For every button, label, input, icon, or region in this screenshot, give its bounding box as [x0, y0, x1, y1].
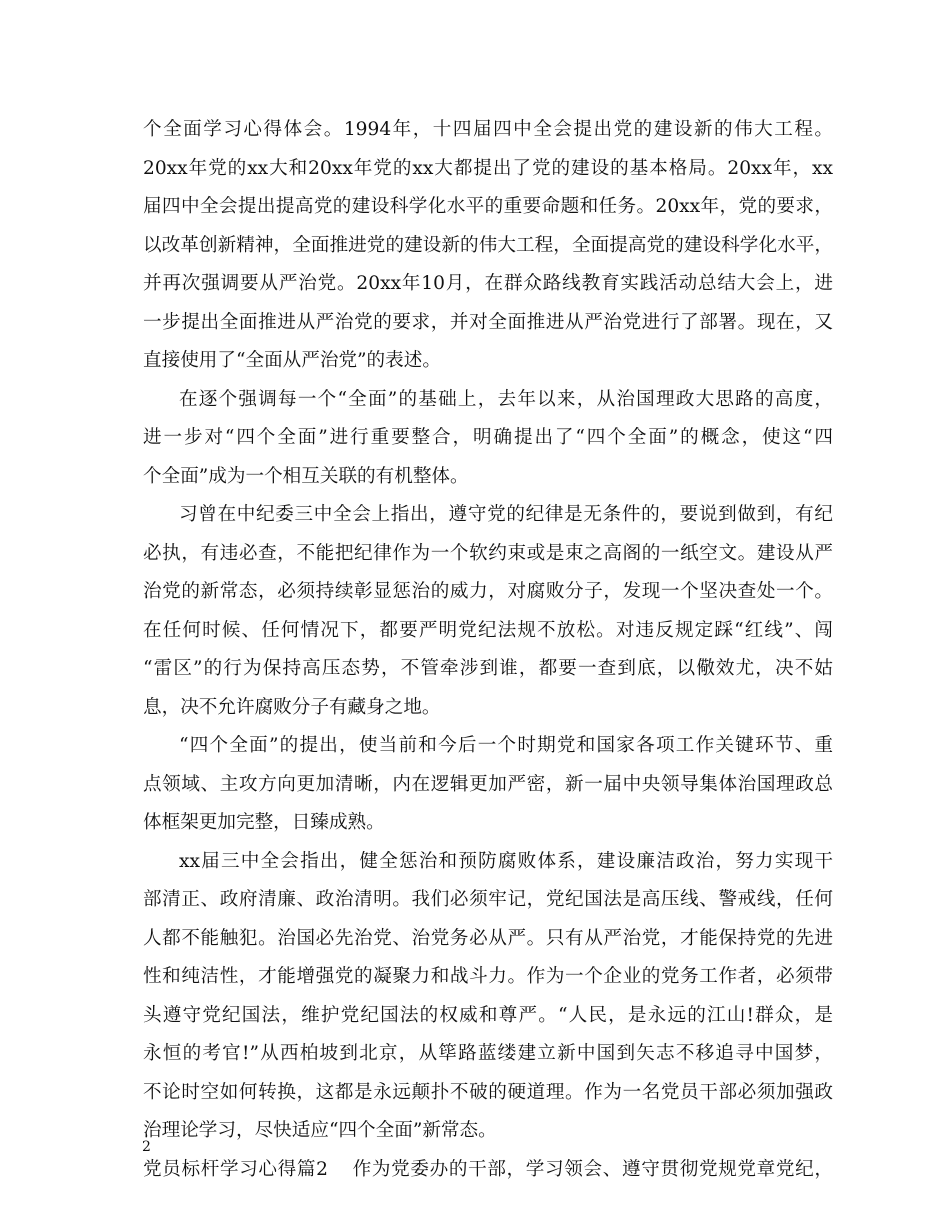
section-first-text: 作为党委办的干部，学习领会、遵守贯彻党规党章党纪，: [352, 1159, 833, 1180]
body-text-line: 个全面学习心得体会。1994年，十四届四中全会提出党的建设新的伟大工程。: [143, 119, 833, 140]
body-text-line: 头遵守党纪国法，维护党纪国法的权威和尊严。“人民，是永远的江山!群众，是: [143, 1005, 833, 1026]
body-text-line: 治党的新常态，必须持续彰显惩治的威力，对腐败分子，发现一个坚决查处一个。: [143, 581, 833, 602]
body-text-line: 不论时空如何转换，这都是永远颠扑不破的硬道理。作为一名党员干部必须加强政: [143, 1082, 833, 1103]
section-start-line: [143, 1156, 833, 1184]
body-text-line: 习曾在中纪委三中全会上指出，遵守党的纪律是无条件的，要说到做到，有纪: [179, 504, 833, 525]
body-text-line: 在逐个强调每一个“全面”的基础上，去年以来，从治国理政大思路的高度，: [179, 389, 833, 410]
body-text-line: 人都不能触犯。治国必先治党、治党务必从严。只有从严治党，才能保持党的先进: [143, 928, 833, 949]
body-text-line: 一步提出全面推进从严治党的要求，并对全面推进从严治党进行了部署。现在，又: [143, 312, 833, 333]
section-title: 党员标杆学习心得篇2: [143, 1159, 328, 1180]
body-text-line: 20xx年党的xx大和20xx年党的xx大都提出了党的建设的基本格局。20xx年，xx: [143, 158, 833, 179]
body-text-line: 个全面”成为一个相互关联的有机整体。: [143, 466, 469, 487]
body-text-line: 部清正、政府清廉、政治清明。我们必须牢记，党纪国法是高压线、警戒线，任何: [143, 889, 833, 910]
body-text-line: 性和纯洁性，才能增强党的凝聚力和战斗力。作为一个企业的党务工作者，必须带: [143, 966, 833, 987]
body-text-line: 治理论学习，尽快适应“四个全面”新常态。: [143, 1120, 497, 1141]
body-text-line: 以改革创新精神，全面推进党的建设新的伟大工程，全面提高党的建设科学化水平，: [143, 235, 833, 256]
body-text-line: 必执，有违必查，不能把纪律作为一个软约束或是束之高阁的一纸空文。建设从严: [143, 543, 833, 564]
body-text-line: xx届三中全会指出，健全惩治和预防腐败体系，建设廉洁政治，努力实现干: [179, 851, 833, 872]
body-text-line: 并再次强调要从严治党。20xx年10月，在群众路线教育实践活动总结大会上，进: [143, 273, 833, 294]
body-text-line: 届四中全会提出提高党的建设科学化水平的重要命题和任务。20xx年，党的要求，: [143, 196, 833, 217]
body-text-line: 体框架更加完整，日臻成熟。: [143, 812, 385, 833]
page-number: 2: [142, 1139, 151, 1155]
body-text-line: 直接使用了“全面从严治党”的表述。: [143, 350, 441, 371]
body-text-line: 永恒的考官!”从西柏坡到北京，从筚路蓝缕建立新中国到矢志不移追寻中国梦，: [143, 1043, 833, 1064]
body-text-line: 在任何时候、任何情况下，都要严明党纪法规不放松。对违反规定踩“红线”、闯: [143, 620, 833, 641]
body-text-line: 点领域、主攻方向更加清晰，内在逻辑更加严密，新一届中央领导集体治国理政总: [143, 774, 833, 795]
body-text-line: “四个全面”的提出，使当前和今后一个时期党和国家各项工作关键环节、重: [179, 735, 833, 756]
body-text-line: 息，决不允许腐败分子有藏身之地。: [143, 697, 441, 718]
body-text-line: 进一步对“四个全面”进行重要整合，明确提出了“四个全面”的概念，使这“四: [143, 427, 833, 448]
body-text-line: “雷区”的行为保持高压态势，不管牵涉到谁，都要一查到底，以儆效尤，决不姑: [143, 658, 833, 679]
